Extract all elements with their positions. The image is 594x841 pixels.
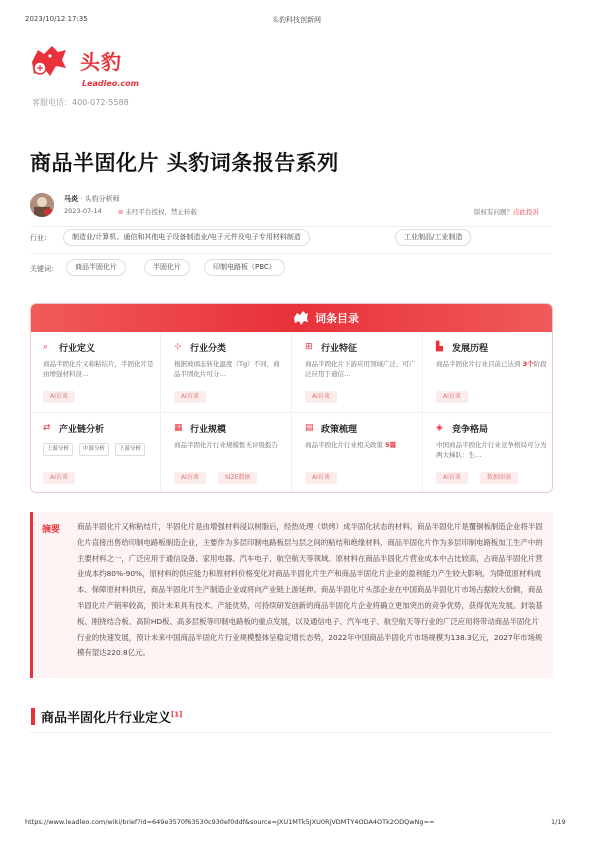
hierarchy-icon: ⊹ xyxy=(174,342,182,352)
policy-doc-icon: ▤ xyxy=(305,423,314,433)
desc-text: 商品半固化片行业相关政策 xyxy=(305,441,386,449)
toc-item-policy[interactable] xyxy=(293,413,423,493)
desc-highlight: 5篇 xyxy=(385,441,397,449)
divider xyxy=(30,253,552,254)
keyword-tag[interactable]: 商品半固化片 xyxy=(66,259,126,276)
toc-item-classification[interactable] xyxy=(162,332,292,413)
author-org: · 头豹分析师 xyxy=(80,195,120,203)
rights-prefix: 版权有问题？ xyxy=(474,208,513,216)
no-repost-icon: ⊘ xyxy=(118,208,124,216)
section-accent-bar xyxy=(31,708,35,725)
ai-interview-pill[interactable]: AI访谈 xyxy=(436,391,468,403)
notice-text: 未经平台授权，禁止转载 xyxy=(125,208,198,216)
bar-chart-icon: ▙ xyxy=(436,342,443,352)
leopard-mini-icon xyxy=(293,310,309,326)
size-data-pill[interactable]: SIZE数据 xyxy=(218,472,257,484)
toc-item-title: 行业定义 xyxy=(59,344,96,354)
avatar xyxy=(30,193,54,217)
divider xyxy=(30,732,552,733)
print-datetime: 2023/10/12 17:35 xyxy=(25,15,88,23)
desc-highlight: 3个 xyxy=(522,360,534,368)
brand-name: 头豹 xyxy=(80,50,122,74)
ai-interview-pill[interactable]: AI访谈 xyxy=(305,472,337,484)
toc-item-title: 产业链分析 xyxy=(59,425,105,435)
toc-item-title: 政策梳理 xyxy=(321,425,358,435)
page-title: 商品半固化片 头豹词条报告系列 xyxy=(30,151,339,175)
copyright-notice xyxy=(118,207,197,216)
page-url: https://www.leadleo.com/wiki/brief?id=649e3570f63530c930ef0ddf&source=JXU1MTk5JXU0RjVDMTY4ODA4OTk2ODQwNg== xyxy=(25,818,435,826)
author-name: 马炎 xyxy=(64,195,78,203)
ai-interview-pill[interactable]: AI访谈 xyxy=(436,472,468,484)
toc-item-desc xyxy=(436,359,548,369)
ai-interview-pill[interactable]: AI访谈 xyxy=(43,391,75,403)
toc-item-competition[interactable] xyxy=(424,413,553,493)
toc-item-desc xyxy=(305,440,417,450)
chain-midstream: 中游分析 xyxy=(79,443,109,456)
toc-item-desc: 中国商品半固化片行业竞争格局可分为两大梯队：生… xyxy=(436,441,547,459)
desc-text: 阶段 xyxy=(533,360,547,368)
ai-interview-pill[interactable]: AI访谈 xyxy=(305,391,337,403)
abstract-label: 摘要 xyxy=(42,525,61,535)
ai-interview-pill[interactable]: AI访谈 xyxy=(174,472,206,484)
feature-grid-icon: ⊞ xyxy=(305,342,313,352)
toc-item-features[interactable] xyxy=(293,332,423,413)
section-title-text: 商品半固化片行业定义 xyxy=(41,711,172,726)
abstract-accent-bar xyxy=(30,512,33,678)
chain-icon: ⇄ xyxy=(43,423,51,433)
rights-line xyxy=(474,207,539,216)
search-doc-icon: ⌕ xyxy=(43,342,49,352)
industry-tag[interactable]: 制造业/计算机、通信和其他电子设备制造业/电子元件及电子专用材料制造 xyxy=(63,229,310,246)
author-line xyxy=(64,194,120,204)
ai-interview-pill[interactable]: AI访谈 xyxy=(174,391,206,403)
industry-tag[interactable]: 工业制品/工业制造 xyxy=(395,229,471,246)
toc-item-title: 发展历程 xyxy=(452,344,489,354)
page-number: 1/19 xyxy=(551,818,566,826)
toc-item-title: 竞争格局 xyxy=(452,425,489,435)
toc-title: 词条目录 xyxy=(315,312,359,325)
toc-panel xyxy=(30,303,553,493)
toc-header xyxy=(31,304,552,332)
data-chart-pill[interactable]: 数据图表 xyxy=(480,472,518,484)
toc-item-history[interactable] xyxy=(424,332,553,413)
abstract-text: 商品半固化片又称粘结片，半固化片是由增强材料浸以树脂后，经热处理（烘烤）成半固化状态的材料。商品半固化片是覆铜板制造企业将半固化片直接出售给印制电路板制造企业，主要作为多层印制电路板层与层之间的粘结和绝缘材料，商品半固化片作为多层印制电路板加工生产中的主要材料之一，广泛应用于通信设备、家用电器、汽车电子、航空航天等领域。原材料在商品半固化片营业成本中占比较高，占商品半固化片营业成本约80%-90%，原材料的供应能力和原材料价格变化对商品半固化片生产和商品半固化片企业的盈利能力产生较大影响，为降低原材料成本、保障原材料供应，商品半固化片生产制造企业或将向产业链上游延伸。商品半固化片头部企业在中国商品半固化片市场占据较大份额，商品半固化片产销率较高，预计未来具有技术、产能优势，可持续研发创新的商品半固化片企业将确立更加突出的竞争优势，获得优先发展。封装基板、刚挠结合板、高阶HD板、高多层板等印制电路板的重点发展，以及通信电子、汽车电子、航空航天等行业的广泛应用将带动商品半固化片行业的快速发展，预计未来中国商品半固化片行业规模整体呈稳定增长态势，2022年中国商品半固化片市场规模为138.3亿元，2027年市场规模有望达220.8亿元。 xyxy=(77,522,543,658)
industry-label: 行业： xyxy=(30,234,51,242)
toc-item-title: 行业规模 xyxy=(190,425,227,435)
toc-item-market-size[interactable] xyxy=(162,413,292,493)
publish-date: 2023-07-14 xyxy=(64,207,102,215)
desc-text: 商品半固化片行业目前已达到 xyxy=(436,360,523,368)
toc-item-desc: 商品半固化片下游应用领域广泛，可广泛应用于通信… xyxy=(305,360,416,378)
footnote-ref[interactable]: [1] xyxy=(171,710,183,719)
leopard-logo-icon xyxy=(28,42,68,80)
chain-upstream: 上游分析 xyxy=(43,443,73,456)
site-name: 头豹科技创新网 xyxy=(272,16,321,24)
toc-item-desc: 根据玻璃态转化温度（Tg）不同，商品半固化片可分… xyxy=(174,360,280,378)
keyword-tag[interactable]: 印制电路板（PBC） xyxy=(204,259,285,276)
toc-item-title: 行业分类 xyxy=(190,344,227,354)
keyword-tag[interactable]: 半固化片 xyxy=(144,259,190,276)
section-title xyxy=(41,707,182,726)
toc-item-industry-chain[interactable] xyxy=(31,413,161,493)
toc-item-desc: 商品半固化片行业规模暂无评级报告 xyxy=(174,441,278,449)
toc-item-title: 行业特征 xyxy=(321,344,358,354)
brand-domain: Leadleo.com xyxy=(82,79,139,88)
report-link[interactable]: 点此投诉 xyxy=(513,208,539,216)
keyword-label: 关键词： xyxy=(30,265,58,273)
service-phone: 客服电话：400-072-5588 xyxy=(32,98,129,107)
toc-item-definition[interactable] xyxy=(31,332,161,413)
ai-interview-pill[interactable]: AI访谈 xyxy=(43,472,75,484)
competition-icon: ◈ xyxy=(436,423,443,433)
chain-downstream: 下游分析 xyxy=(115,443,145,456)
scale-chart-icon: ▦ xyxy=(174,423,183,433)
toc-item-desc: 商品半固化片又称粘结片，半固化片是由增强材料浸… xyxy=(43,360,154,378)
divider xyxy=(30,226,552,227)
